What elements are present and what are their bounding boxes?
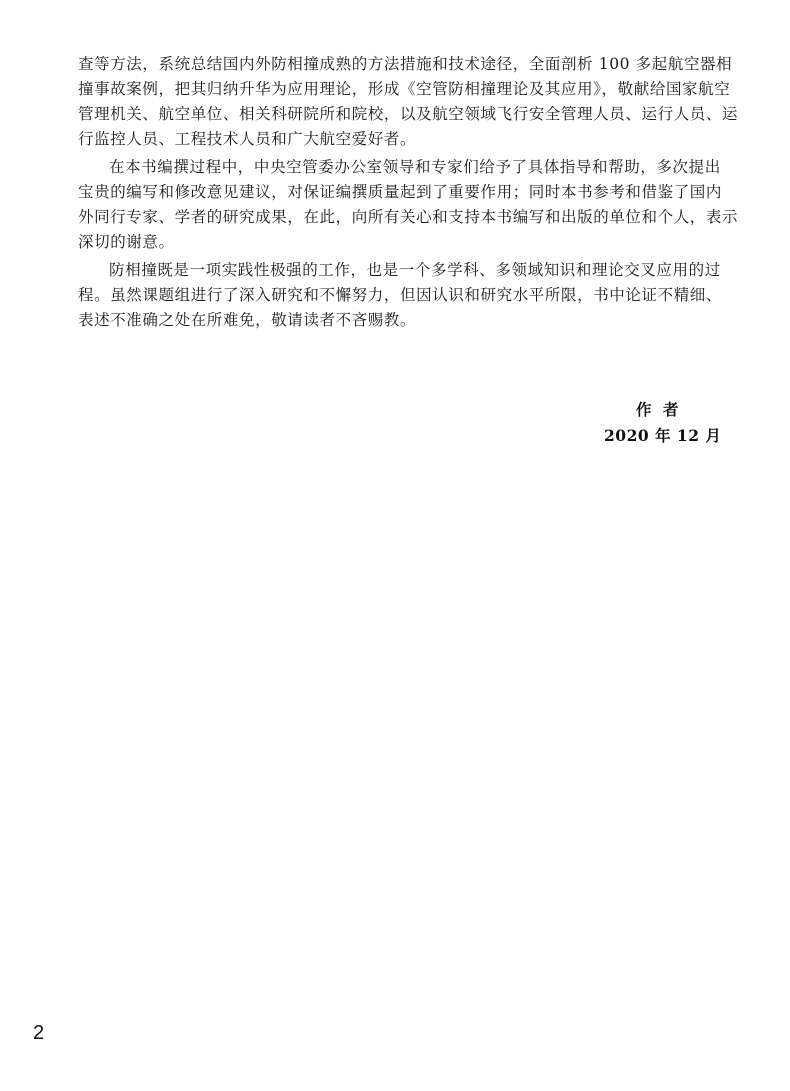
text-line: 撞事故案例，把其归纳升华为应用理论，形成《空管防相撞理论及其应用》，敬献给国家航空 xyxy=(78,80,731,98)
text-line: 宝贵的编写和修改意见建议，对保证编撰质量起到了重要作用；同时本书参考和借鉴了国内 xyxy=(78,183,723,201)
text-line: 表述不准确之处在所难免，敬请读者不吝赐教。 xyxy=(78,311,417,329)
text-line: 程。虽然课题组进行了深入研究和不懈努力，但因认识和研究水平所限，书中论证不精细、 xyxy=(78,286,723,304)
paragraph-1 xyxy=(78,52,739,152)
paragraph-3 xyxy=(78,258,723,333)
text-line: 深切的谢意。 xyxy=(78,233,175,251)
signature-author: 作 者 xyxy=(636,400,682,419)
page-number: 2 xyxy=(33,1022,45,1044)
paragraph-2 xyxy=(78,155,739,255)
text-line: 在本书编撰过程中，中央空管委办公室领导和专家们给予了具体指导和帮助，多次提出 xyxy=(109,158,721,176)
text-line: 管理机关、航空单位、相关科研院所和院校，以及航空领域飞行安全管理人员、运行人员、运 xyxy=(78,105,739,123)
text-line: 防相撞既是一项实践性极强的工作，也是一个多学科、多领域知识和理论交叉应用的过 xyxy=(109,261,721,279)
text-line: 外同行专家、学者的研究成果，在此，向所有关心和支持本书编写和出版的单位和个人，表示 xyxy=(78,208,739,226)
text-line: 查等方法，系统总结国内外防相撞成熟的方法措施和技术途径，全面剖析 100 多起航空器相 xyxy=(78,55,733,73)
signature-date: 2020 年 12 月 xyxy=(604,426,722,445)
text-line: 行监控人员、工程技术人员和广大航空爱好者。 xyxy=(78,130,417,148)
body-text xyxy=(78,52,739,333)
